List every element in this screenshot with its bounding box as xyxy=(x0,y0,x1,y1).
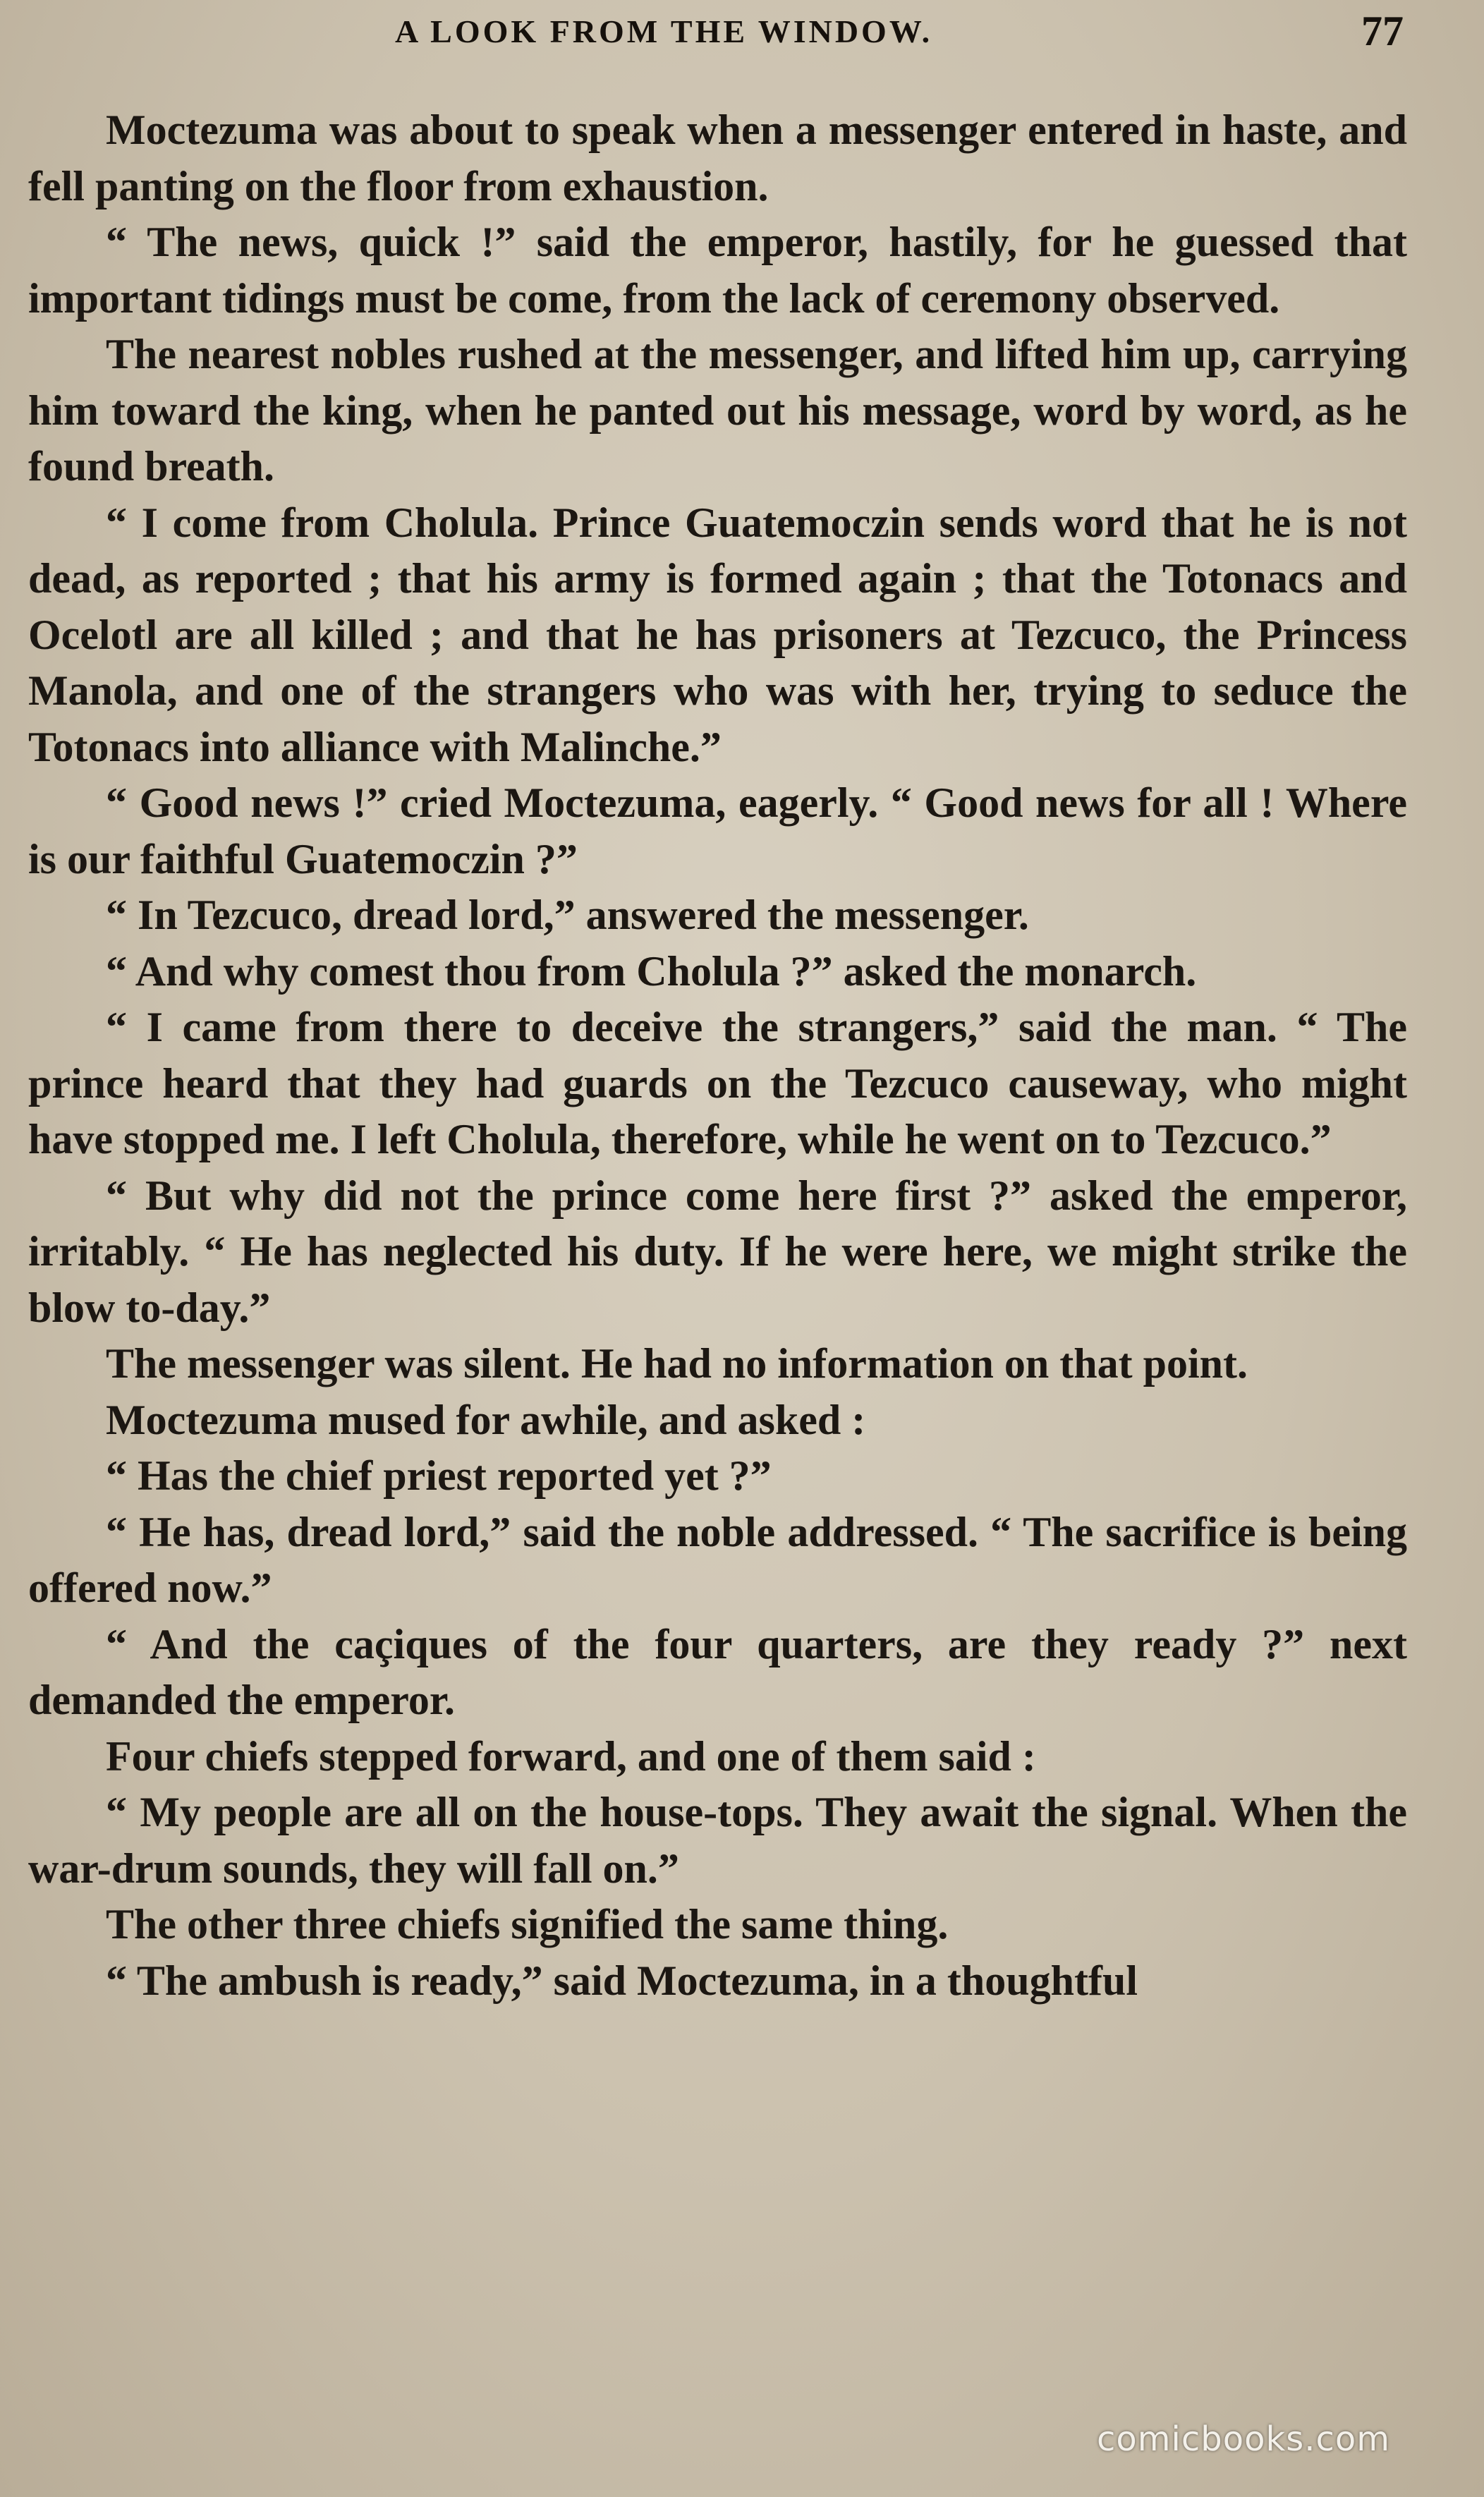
body-text xyxy=(28,102,1407,2009)
paragraph: “ But why did not the prince come here first ?” asked the emperor, irritably. “ He has neglected his duty. If he were here, we might strike the blow to-day.” xyxy=(28,1172,1407,1331)
running-head xyxy=(0,7,1484,56)
paragraph: “ The ambush is ready,” said Moctezuma, in a thoughtful xyxy=(106,1957,1138,2004)
paragraph: “ Good news !” cried Moctezuma, eagerly. “ Good news for all ! Where is our faithful Guatemoczin ?” xyxy=(28,779,1407,882)
paragraph: The nearest nobles rushed at the messenger, and lifted him up, carrying him toward the king, when he panted out his message, word by word, as he found breath. xyxy=(28,331,1407,490)
paragraph: “ And the caçiques of the four quarters, are they ready ?” next demanded the emperor. xyxy=(28,1620,1407,1723)
watermark: comicbooks.com xyxy=(1097,2419,1391,2459)
paragraph: “ I come from Cholula. Prince Guatemoczin sends word that he is not dead, as reported ; that his army is formed again ; that the Totonacs and Ocelotl are all killed ; and that he has prisoners at Tezcuco, the Princess Manola, and one of the strangers who was with her, trying to seduce the Totonacs into alliance with Malinche.” xyxy=(28,499,1407,770)
paragraph: “ The news, quick !” said the emperor, hastily, for he guessed that important tidings must be come, from the lack of ceremony observed. xyxy=(28,219,1407,322)
paragraph: The messenger was silent. He had no information on that point. xyxy=(106,1340,1248,1387)
paragraph: Four chiefs stepped forward, and one of them said : xyxy=(106,1732,1036,1780)
paragraph: “ Has the chief priest reported yet ?” xyxy=(106,1452,772,1499)
paragraph: “ He has, dread lord,” said the noble addressed. “ The sacrifice is being offered now.” xyxy=(28,1508,1407,1611)
running-title: A LOOK FROM THE WINDOW. xyxy=(395,13,933,49)
paragraph: “ And why comest thou from Cholula ?” asked the monarch. xyxy=(106,947,1197,995)
paragraph: Moctezuma was about to speak when a messenger entered in haste, and fell panting on the floor from exhaustion. xyxy=(28,107,1407,209)
paragraph: “ My people are all on the house-tops. They await the signal. When the war-drum sounds, they will fall on.” xyxy=(28,1789,1407,1892)
paragraph: “ I came from there to deceive the strangers,” said the man. “ The prince heard that they had guards on the Tezcuco causeway, who might have stopped me. I left Cholula, therefore, while he went on to Tezcuco.” xyxy=(28,1004,1407,1162)
page-number: 77 xyxy=(1361,8,1404,54)
paragraph: “ In Tezcuco, dread lord,” answered the messenger. xyxy=(106,892,1029,938)
paragraph: The other three chiefs signified the same thing. xyxy=(106,1901,949,1948)
paragraph: Moctezuma mused for awhile, and asked : xyxy=(106,1396,866,1443)
